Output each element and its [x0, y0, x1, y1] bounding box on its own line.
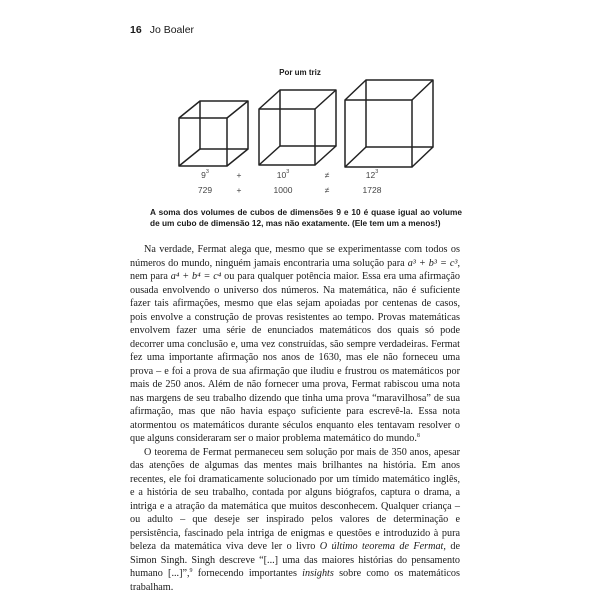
- figure-caption: A soma dos volumes de cubos de dimensões 9 e 10 é quase igual ao volume de um cubo de dimensão 12, mas não exatamente. (Ele tem um a menos!): [150, 207, 462, 228]
- equation-fourth-powers: a⁴ + b⁴ = c⁴: [170, 271, 222, 282]
- plus-sign: +: [236, 170, 242, 180]
- footnote-ref-9: 9: [189, 568, 193, 574]
- cube-10: [259, 90, 336, 165]
- not-equal-sign: ≠: [324, 170, 330, 180]
- value-1728: 1728: [362, 185, 382, 195]
- cube-9: [179, 101, 248, 166]
- author-name: Jo Boaler: [149, 24, 195, 36]
- cube-term-12: $12^3$: [365, 169, 379, 180]
- paragraph-1: Na verdade, Fermat alega que, mesmo que se experimentasse com todos os números do mundo, ninguém jamais encontraria uma solução para a³ + b³ = c³, nem para a⁴ + b⁴ = c⁴ ou para qualquer potência maior. Essa era uma afirmação ousada envolvendo o universo dos números. Na matemática, não é suficiente fazer tais afirmações, mesmo que elas sejam apoiadas por centenas de casos, pois envolve a construção de provas resistentes ao tempo. Provas matemáticas envolvem fazer uma série de enunciados matemáticos dos quais só pode decorrer uma conclusão e, uma vez construídas, são sempre verdadeiras. Fermat fez uma importante afirmação nos anos de 1630, mas ele não forneceu uma prova – e foi a prova de sua afirmação que iludiu e frustrou os matemáticos por mais de 250 anos. Além de não fornecer uma prova, Fermat rabiscou uma nota nas margens de seu trabalho dizendo que tinha uma prova “maravilhosa” de sua afirmação, mas que não havia espaço suficiente para escrevê-la. Essa nota atormentou os matemáticos durante séculos enquanto eles tentavam resolver o que alguns consideraram ser o maior problema matemático do mundo.$^8$: [130, 244, 461, 444]
- cube-term-9: $9^3$: [201, 169, 209, 180]
- not-equal-sign: ≠: [324, 185, 330, 195]
- book-title: O último teorema de Fermat: [319, 541, 444, 552]
- insights-term: insights: [302, 568, 334, 579]
- cubes-figure: [0, 0, 600, 200]
- cube-12: [345, 80, 433, 167]
- footnote-ref-8: 8: [416, 433, 420, 439]
- paragraph-2: O teorema de Fermat permaneceu sem solução por mais de 350 anos, apesar das atenções de algumas das mentes mais brilhantes na história. Em anos recentes, ele foi dramaticamente solucionado por um tímido matemático inglês, e a história de seu trabalho, contada por alguns biógrafos, captura o drama, a intriga e a atração da matemática que muitos desconhecem. Qualquer criança – ou adulto – que deseje ser inspirado pelos valores de determinação e persistência, fascinado pela intriga de enigmas e questões e introduzido à pura beleza da matemática viva deve ler o livro O último teorema de Fermat, de Simon Singh. Singh descreve “[...] uma das maiores histórias do pensamento humano [...]”,$^9$ fornecendo importantes insights sobre como os matemáticos trabalham.: [130, 446, 460, 593]
- value-1000: 1000: [273, 185, 293, 195]
- figure-title: Por um triz: [279, 68, 321, 77]
- cube-term-10: $10^3$: [276, 169, 290, 180]
- value-729: 729: [197, 185, 213, 195]
- plus-sign: +: [236, 185, 242, 195]
- equation-cubes: a³ + b³ = c³: [407, 257, 458, 269]
- body-text: [130, 243, 460, 594]
- page-number: 16: [130, 24, 142, 36]
